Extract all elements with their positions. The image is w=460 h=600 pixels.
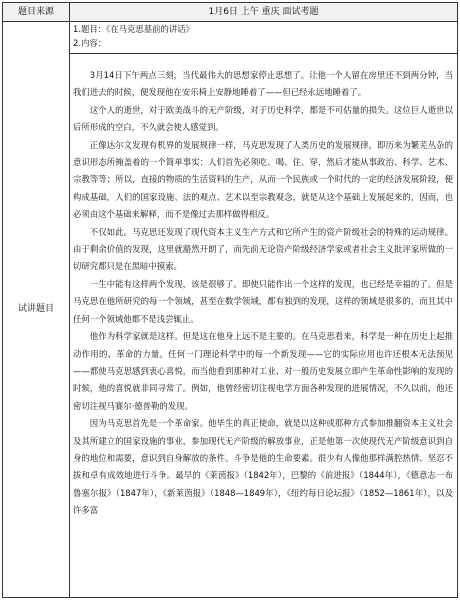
passage-paragraph-5: 一生中能有这样两个发现，该是很够了。即使只能作出一个这样的发现，也已经是幸福的了。但是马克思在他所研究的每一个领域，甚至在数学领域，都有独到的发现，这样的领域是很多的，而且其中任何一个领域他都不是浅尝辄止。 [73, 278, 453, 324]
passage-paragraph-2: 这个人的逝世，对于欧美战斗的无产阶级，对于历史科学，都是不可估量的损失。这位巨人逝世以后所形成的空白，不久就会使人感觉到。 [73, 104, 453, 133]
question-title: 1.题目：《在马克思墓前的讲话》 [73, 24, 195, 34]
header-title-cell: 题目来源 [17, 7, 54, 17]
passage [73, 67, 453, 520]
passage-paragraph-7: 因为马克思首先是一个革命家。他毕生的真正使命，就是以这种或那种方式参加推翻资本主义社会及其所建立的国家设施的事业，参加现代无产阶级的解放事业，正是他第一次使现代无产阶级意识到自身的地位和需要，意识到自身解放的条件。斗争是他的生命要素。很少有人像他那样满腔热情、坚忍不拔和卓有成效地进行斗争。最早的《莱茵报》（1842年），巴黎的《前进报》（1844年），《德意志一布鲁塞尔报》（1847年），《新莱茵报》（1848—1849年），《纽约每日论坛报》（1852—1861年），以及许多富 [73, 418, 453, 516]
passage-paragraph-6: 他作为科学家就是这样。但是这在他身上远不是主要的。在马克思看来，科学是一种在历史上起推动作用的、革命的力量。任何一门理论科学中的每一个新发现——它的实际应用也许还根本无法预见——都使马克思感到衷心喜悦，而当他看到那种对工业、对一般历史发展立即产生革命性影响的发现的时候，他的喜悦就非同寻常了。例如，他曾经密切注视电学方面各种发现的进展情况，不久以前，他还密切注视马赛尔·德普勒的发现。 [73, 331, 453, 411]
side-label: 试讲题目 [17, 304, 54, 314]
passage-paragraph-1: 3月14日下午两点三刻，当代最伟大的思想家停止思想了。让他一个人留在房里还不到两分钟，当我们进去的时候，便发现他在安乐椅上安静地睡着了——但已经永远地睡着了。 [73, 70, 453, 98]
column-divider [69, 3, 70, 597]
exam-table [2, 2, 458, 598]
content-label: 2.内容： [73, 38, 107, 48]
header-source-cell: 1月6日 上午 重庆 面试考题 [208, 7, 319, 17]
question-divider [69, 53, 457, 54]
passage-paragraph-3: 正像达尔文发现有机界的发展规律一样，马克思发现了人类历史的发展规律，即历来为繁芜丛杂的意识形态所掩盖着的一个简单事实：人们首先必须吃、喝、住、穿，然后才能从事政治、科学、艺术、宗教等等；所以，直接的物质的生活资料的生产，从而一个民族或一个时代的一定的经济发展阶段，便构成基础，人们的国家设施、法的观点、艺术以至宗教观念，就是从这个基础上发展起来的，因而，也必须由这个基础来解释，而不是像过去那样做得相反。 [73, 139, 453, 220]
passage-paragraph-4: 不仅如此。马克思还发现了现代资本主义生产方式和它所产生的资产阶级社会的特殊的运动规律。由于剩余价值的发现，这里就豁然开朗了，而先前无论资产阶级经济学家或者社会主义批评家所做的一切研究都只是在黑暗中摸索。 [73, 226, 453, 272]
